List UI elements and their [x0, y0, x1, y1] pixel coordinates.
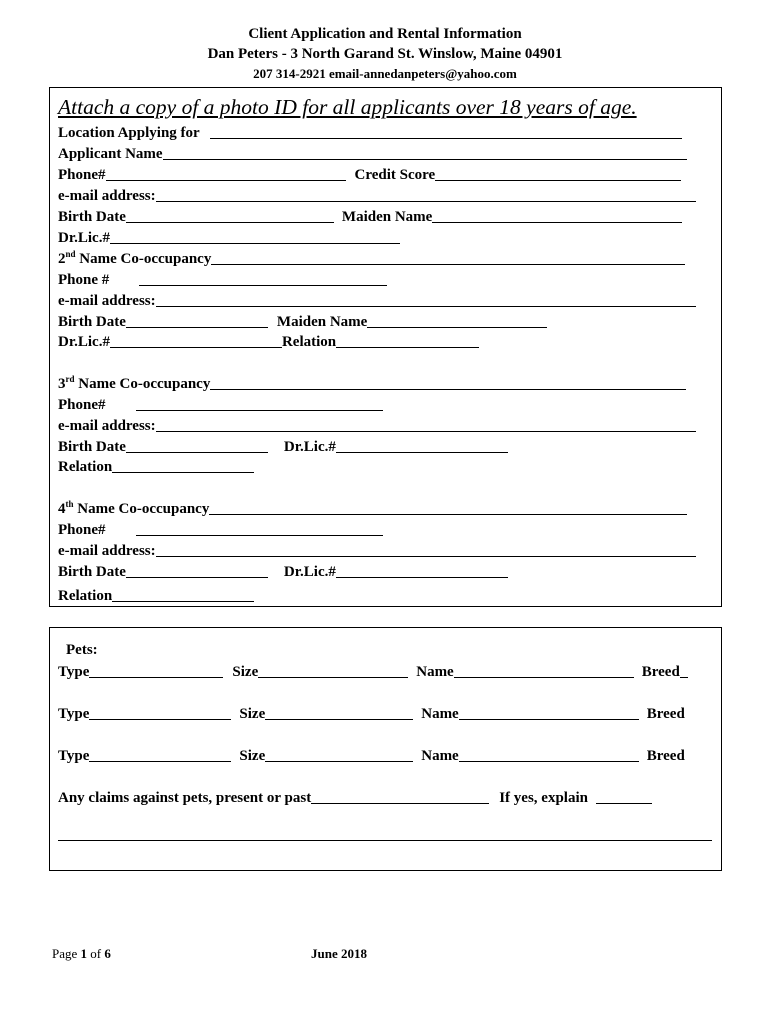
pet-name-label: Name	[421, 748, 459, 764]
claims-label: Any claims against pets, present or past	[58, 790, 312, 806]
second-occupant-label: 2nd Name Co-occupancy	[58, 249, 212, 267]
applicant-name-field[interactable]	[163, 159, 687, 160]
fourth-relation-label: Relation	[58, 588, 113, 604]
second-birth-label: Birth Date	[58, 314, 126, 330]
footer-date: June 2018	[311, 946, 367, 961]
fourth-phone-row	[58, 518, 714, 538]
third-occupant-label: 3rd Name Co-occupancy	[58, 374, 211, 392]
fourth-lic-field[interactable]	[336, 577, 508, 578]
pet-name-label: Name	[421, 706, 459, 722]
pet-size-field-2[interactable]	[265, 719, 413, 720]
third-birth-field[interactable]	[126, 452, 268, 453]
third-email-row	[58, 414, 714, 434]
pet-size-label: Size	[239, 706, 266, 722]
third-birth-row	[58, 435, 714, 455]
second-relation-field[interactable]	[336, 347, 479, 348]
claims-row	[58, 786, 714, 806]
third-lic-label: Dr.Lic.#	[283, 439, 336, 455]
third-lic-field[interactable]	[336, 452, 508, 453]
second-email-label: e-mail address:	[58, 293, 156, 309]
pet-row-1	[58, 660, 714, 680]
pet-size-field-3[interactable]	[265, 761, 413, 762]
email-field[interactable]	[156, 201, 696, 202]
fourth-relation-row	[58, 584, 714, 604]
credit-score-label: Credit Score	[354, 167, 436, 183]
third-email-field[interactable]	[156, 431, 696, 432]
dr-lic-row	[58, 226, 714, 246]
pet-type-field-3[interactable]	[89, 761, 231, 762]
applicant-name-label: Applicant Name	[58, 146, 163, 162]
second-birth-row	[58, 310, 714, 330]
third-phone-row	[58, 393, 714, 413]
third-birth-label: Birth Date	[58, 439, 126, 455]
pet-size-label: Size	[239, 748, 266, 764]
photo-id-notice: Attach a copy of a photo ID for all applicants over 18 years of age.	[58, 95, 637, 119]
fourth-phone-label: Phone#	[58, 522, 106, 538]
explain-label: If yes, explain	[499, 790, 588, 806]
second-lic-label: Dr.Lic.#	[58, 334, 110, 350]
pets-heading-row	[66, 638, 722, 658]
pet-type-field-1[interactable]	[89, 677, 223, 678]
maiden-name-field[interactable]	[432, 222, 682, 223]
birth-date-label: Birth Date	[58, 209, 126, 225]
dr-lic-field[interactable]	[110, 243, 400, 244]
fourth-relation-field[interactable]	[112, 601, 254, 602]
phone-label: Phone#	[58, 167, 106, 183]
pet-row-2	[58, 702, 714, 722]
second-relation-label: Relation	[281, 334, 337, 350]
fourth-lic-label: Dr.Lic.#	[283, 564, 336, 580]
pet-type-field-2[interactable]	[89, 719, 231, 720]
third-relation-label: Relation	[58, 459, 113, 475]
claims-field[interactable]	[311, 803, 489, 804]
credit-score-field[interactable]	[435, 180, 681, 181]
second-maiden-label: Maiden Name	[276, 314, 368, 330]
applicant-name-row	[58, 142, 714, 162]
pet-type-label: Type	[58, 664, 90, 680]
second-birth-field[interactable]	[126, 327, 268, 328]
fourth-email-row	[58, 539, 714, 559]
third-phone-label: Phone#	[58, 397, 106, 413]
fourth-occupant-field[interactable]	[209, 514, 687, 515]
location-row	[58, 121, 714, 141]
third-occupant-field[interactable]	[210, 389, 686, 390]
pet-name-field-2[interactable]	[459, 719, 639, 720]
second-maiden-field[interactable]	[367, 327, 547, 328]
third-relation-row	[58, 455, 714, 475]
third-email-label: e-mail address:	[58, 418, 156, 434]
email-row	[58, 184, 714, 204]
pet-name-field-1[interactable]	[454, 677, 634, 678]
fourth-phone-field[interactable]	[136, 535, 383, 536]
explain-row	[58, 823, 714, 843]
pet-breed-label: Breed	[646, 748, 685, 764]
second-occupant-field[interactable]	[211, 264, 685, 265]
pet-name-label: Name	[416, 664, 454, 680]
maiden-name-label: Maiden Name	[341, 209, 433, 225]
pet-breed-label: Breed	[646, 706, 685, 722]
fourth-birth-row	[58, 560, 714, 580]
phone-credit-row	[58, 163, 714, 183]
pet-size-label: Size	[232, 664, 259, 680]
second-lic-field[interactable]	[110, 347, 282, 348]
second-email-field[interactable]	[156, 306, 696, 307]
birth-maiden-row	[58, 205, 714, 225]
third-occupant-row	[58, 372, 714, 392]
fourth-birth-field[interactable]	[126, 577, 268, 578]
phone-field[interactable]	[106, 180, 346, 181]
pet-breed-label: Breed	[641, 664, 680, 680]
fourth-email-field[interactable]	[156, 556, 696, 557]
second-phone-row	[58, 268, 714, 288]
second-lic-row	[58, 330, 714, 350]
location-field[interactable]	[210, 138, 682, 139]
pet-type-label: Type	[58, 748, 90, 764]
dr-lic-label: Dr.Lic.#	[58, 230, 110, 246]
document-title: Client Application and Rental Information	[248, 26, 522, 42]
pets-heading: Pets:	[66, 642, 98, 658]
explain-continued-field[interactable]	[58, 840, 712, 841]
fourth-email-label: e-mail address:	[58, 543, 156, 559]
second-email-row	[58, 289, 714, 309]
fourth-occupant-row	[58, 497, 714, 517]
page-indicator: Page 1 of 6	[52, 946, 111, 961]
third-relation-field[interactable]	[112, 472, 254, 473]
birth-date-field[interactable]	[126, 222, 334, 223]
second-occupant-row	[58, 247, 714, 267]
pet-size-field-1[interactable]	[258, 677, 408, 678]
location-label: Location Applying for	[58, 125, 200, 141]
third-phone-field[interactable]	[136, 410, 383, 411]
fourth-occupant-label: 4th Name Co-occupancy	[58, 499, 210, 517]
explain-field[interactable]	[596, 803, 652, 804]
landlord-address: Dan Peters - 3 North Garand St. Winslow, Maine 04901	[207, 46, 563, 62]
fourth-birth-label: Birth Date	[58, 564, 126, 580]
landlord-contact: 207 314-2921 email-annedanpeters@yahoo.com	[253, 66, 517, 81]
second-phone-field[interactable]	[139, 285, 387, 286]
pet-type-label: Type	[58, 706, 90, 722]
email-label: e-mail address:	[58, 188, 156, 204]
second-phone-label: Phone #	[58, 272, 110, 288]
pet-row-3	[58, 744, 714, 764]
pet-breed-field-1[interactable]	[680, 677, 688, 678]
pet-name-field-3[interactable]	[459, 761, 639, 762]
